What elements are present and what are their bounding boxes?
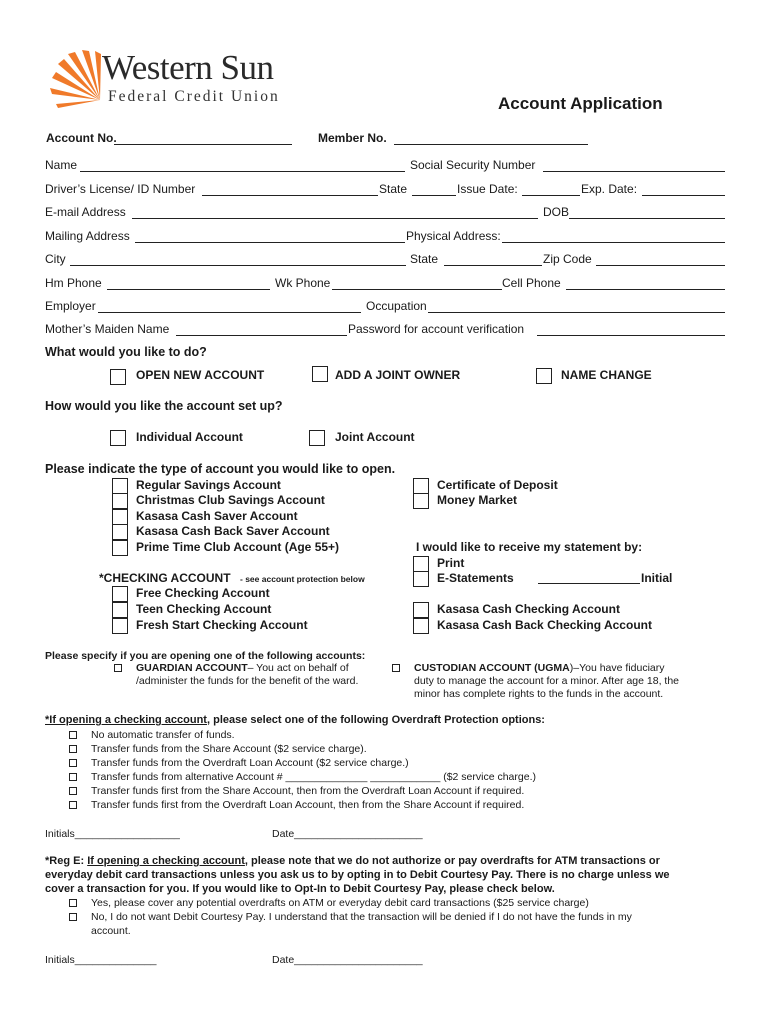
- name-change-checkbox[interactable]: [536, 368, 552, 384]
- exp-date-label: Exp. Date:: [581, 182, 638, 196]
- rege-yes-checkbox[interactable]: [69, 899, 77, 907]
- password-label: Password for account verification: [348, 322, 525, 336]
- statement-initial-label: Initial: [641, 571, 673, 585]
- free-checking-label: Free Checking Account: [136, 586, 270, 600]
- joint-account-label: Joint Account: [335, 430, 415, 444]
- certificate-deposit-checkbox[interactable]: [413, 478, 429, 494]
- overdraft-heading: [45, 714, 545, 726]
- prime-time-checkbox[interactable]: [112, 540, 128, 556]
- employer-field[interactable]: [98, 312, 361, 313]
- christmas-club-label: Christmas Club Savings Account: [136, 493, 325, 507]
- occupation-label: Occupation: [366, 299, 427, 313]
- money-market-label: Money Market: [437, 493, 518, 507]
- ssn-field[interactable]: [543, 171, 725, 172]
- form-title: Account Application: [498, 94, 663, 113]
- rege-no-checkbox[interactable]: [69, 913, 77, 921]
- overdraft-initials[interactable]: Initials__________________: [45, 828, 180, 840]
- fresh-start-checkbox[interactable]: [112, 618, 128, 634]
- money-market-checkbox[interactable]: [413, 493, 429, 509]
- statement-print-checkbox[interactable]: [413, 556, 429, 572]
- teen-checking-label: Teen Checking Account: [136, 602, 272, 616]
- mailing-field[interactable]: [135, 242, 405, 243]
- maiden-label: Mother’s Maiden Name: [45, 322, 170, 336]
- types-heading: Please indicate the type of account you would like to open.: [45, 462, 396, 476]
- zip-label: Zip Code: [543, 252, 592, 266]
- kasasa-cash-checking-label: Kasasa Cash Checking Account: [437, 602, 620, 616]
- kasasa-cash-saver-label: Kasasa Cash Saver Account: [136, 509, 298, 523]
- sun-icon: [48, 48, 110, 110]
- statement-e-checkbox[interactable]: [413, 571, 429, 587]
- account-no-field[interactable]: [114, 144, 292, 145]
- state2-label: State: [410, 252, 439, 266]
- guardian-line1: [136, 662, 349, 674]
- zip-field[interactable]: [596, 265, 725, 266]
- kasasa-cash-back-saver-checkbox[interactable]: [112, 524, 128, 540]
- overdraft-opt3-label: Transfer funds from the Overdraft Loan Account ($2 service charge.): [91, 757, 409, 769]
- individual-account-label: Individual Account: [136, 430, 243, 444]
- occupation-field[interactable]: [428, 312, 725, 313]
- fresh-start-label: Fresh Start Checking Account: [136, 618, 308, 632]
- wk-phone-label: Wk Phone: [275, 276, 331, 290]
- statement-e-label: E-Statements: [437, 571, 514, 585]
- open-new-account-checkbox[interactable]: [110, 369, 126, 385]
- guardian-desc1: – You act on behalf of: [247, 662, 349, 674]
- rege-line3: cover a transaction for you. If you would like to Opt-In to Debit Courtesy Pay, please check below.: [45, 883, 555, 895]
- email-field[interactable]: [132, 218, 538, 219]
- overdraft-opt4-checkbox[interactable]: [69, 773, 77, 781]
- name-label: Name: [45, 158, 78, 172]
- overdraft-opt1-label: No automatic transfer of funds.: [91, 729, 235, 741]
- overdraft-opt6-checkbox[interactable]: [69, 801, 77, 809]
- overdraft-opt5-label: Transfer funds first from the Share Account, then from the Overdraft Loan Account if required.: [91, 785, 525, 797]
- hm-phone-label: Hm Phone: [45, 276, 102, 290]
- joint-account-checkbox[interactable]: [309, 430, 325, 446]
- cell-phone-field[interactable]: [566, 289, 725, 290]
- ssn-label: Social Security Number: [410, 158, 536, 172]
- setup-heading: How would you like the account set up?: [45, 399, 283, 413]
- guardian-checkbox[interactable]: [114, 664, 122, 672]
- checking-note: - see account protection below: [240, 574, 365, 584]
- logo-subtitle: Federal Credit Union: [108, 88, 280, 105]
- logo-name: Western Sun: [102, 48, 274, 87]
- mailing-label: Mailing Address: [45, 229, 130, 243]
- prime-time-label: Prime Time Club Account (Age 55+): [136, 540, 340, 554]
- cell-phone-label: Cell Phone: [502, 276, 561, 290]
- member-no-label: Member No.: [318, 131, 387, 145]
- logo: [48, 48, 288, 110]
- employer-label: Employer: [45, 299, 96, 313]
- guardian-title: GUARDIAN ACCOUNT: [136, 662, 248, 674]
- teen-checking-checkbox[interactable]: [112, 602, 128, 618]
- member-no-field[interactable]: [394, 144, 588, 145]
- rege-line2: everyday debit card transactions unless you ask us to by opting in to Debit Courtesy Pay. There is no charge unless we: [45, 869, 670, 881]
- kasasa-cash-saver-checkbox[interactable]: [112, 509, 128, 525]
- statement-print-label: Print: [437, 556, 465, 570]
- overdraft-opt1-checkbox[interactable]: [69, 731, 77, 739]
- custodian-desc3: minor has complete rights to the funds in the account.: [414, 688, 664, 700]
- rege-line1: [45, 855, 660, 867]
- state2-field[interactable]: [444, 265, 542, 266]
- kasasa-cash-back-checking-label: Kasasa Cash Back Checking Account: [437, 618, 652, 632]
- overdraft-opt3-checkbox[interactable]: [69, 759, 77, 767]
- statement-initial-field[interactable]: [538, 583, 640, 584]
- overdraft-heading-rest: , please select one of the following Overdraft Protection options:: [206, 714, 545, 726]
- certificate-deposit-label: Certificate of Deposit: [437, 478, 558, 492]
- dob-field[interactable]: [569, 218, 725, 219]
- kasasa-cash-checking-checkbox[interactable]: [413, 602, 429, 618]
- todo-heading: What would you like to do?: [45, 345, 207, 359]
- custodian-desc2: duty to manage the account for a minor. After age 18, the: [414, 675, 680, 687]
- password-field[interactable]: [537, 335, 725, 336]
- overdraft-heading-underlined: *If opening a checking account: [45, 714, 207, 726]
- overdraft-opt4-label: Transfer funds from alternative Account # ______________ ____________ ($2 service charge.): [91, 771, 536, 783]
- wk-phone-field[interactable]: [332, 289, 502, 290]
- email-label: E-mail Address: [45, 205, 126, 219]
- exp-date-field[interactable]: [642, 195, 725, 196]
- issue-date-field[interactable]: [522, 195, 580, 196]
- custodian-checkbox[interactable]: [392, 664, 400, 672]
- drivers-license-field[interactable]: [202, 195, 378, 196]
- overdraft-date[interactable]: Date______________________: [272, 828, 423, 840]
- rege-initials[interactable]: Initials______________: [45, 954, 157, 966]
- regular-savings-checkbox[interactable]: [112, 478, 128, 494]
- free-checking-checkbox[interactable]: [112, 586, 128, 602]
- physical-label: Physical Address:: [406, 229, 501, 243]
- individual-account-checkbox[interactable]: [110, 430, 126, 446]
- checking-heading: *CHECKING ACCOUNT: [99, 571, 231, 585]
- account-no-label: Account No.: [46, 131, 117, 145]
- issue-date-label: Issue Date:: [457, 182, 518, 196]
- drivers-license-label: Driver’s License/ ID Number: [45, 182, 196, 196]
- regular-savings-label: Regular Savings Account: [136, 478, 281, 492]
- rege-no-label2: account.: [91, 925, 131, 937]
- add-joint-owner-label: ADD A JOINT OWNER: [335, 368, 461, 382]
- add-joint-owner-checkbox[interactable]: [312, 366, 328, 382]
- rege-yes-label: Yes, please cover any potential overdrafts on ATM or everyday debit card transactions ($25 service charge): [91, 897, 589, 909]
- custodian-line1: [414, 662, 665, 674]
- rege-underlined: If opening a checking account: [87, 855, 245, 867]
- maiden-field[interactable]: [176, 335, 347, 336]
- specify-heading: Please specify if you are opening one of the following accounts:: [45, 650, 366, 662]
- name-change-label: NAME CHANGE: [561, 368, 652, 382]
- rege-prefix: *Reg E:: [45, 855, 88, 867]
- state-label: State: [379, 182, 408, 196]
- physical-field[interactable]: [502, 242, 725, 243]
- hm-phone-field[interactable]: [107, 289, 270, 290]
- dob-label: DOB: [543, 205, 570, 219]
- custodian-title: CUSTODIAN ACCOUNT (UGMA: [414, 662, 570, 674]
- overdraft-opt2-checkbox[interactable]: [69, 745, 77, 753]
- kasasa-cash-back-checking-checkbox[interactable]: [413, 618, 429, 634]
- city-field[interactable]: [70, 265, 406, 266]
- statement-heading: I would like to receive my statement by:: [416, 540, 643, 554]
- rege-line1-rest: , please note that we do not authorize or pay overdrafts for ATM transactions or: [244, 855, 660, 867]
- open-new-account-label: OPEN NEW ACCOUNT: [136, 368, 265, 382]
- kasasa-cash-back-saver-label: Kasasa Cash Back Saver Account: [136, 524, 330, 538]
- overdraft-opt5-checkbox[interactable]: [69, 787, 77, 795]
- christmas-club-checkbox[interactable]: [112, 493, 128, 509]
- rege-date[interactable]: Date______________________: [272, 954, 423, 966]
- overdraft-opt6-label: Transfer funds first from the Overdraft Loan Account, then from the Share Account if required.: [91, 799, 525, 811]
- city-label: City: [45, 252, 66, 266]
- overdraft-opt2-label: Transfer funds from the Share Account ($2 service charge).: [91, 743, 367, 755]
- guardian-desc2: /administer the funds for the benefit of the ward.: [136, 675, 359, 687]
- custodian-desc1: )–You have fiduciary: [569, 662, 665, 674]
- name-field[interactable]: [80, 171, 405, 172]
- state-field[interactable]: [412, 195, 456, 196]
- rege-no-label1: No, I do not want Debit Courtesy Pay. I understand that the transaction will be denied if I do not have the funds in my: [91, 911, 632, 923]
